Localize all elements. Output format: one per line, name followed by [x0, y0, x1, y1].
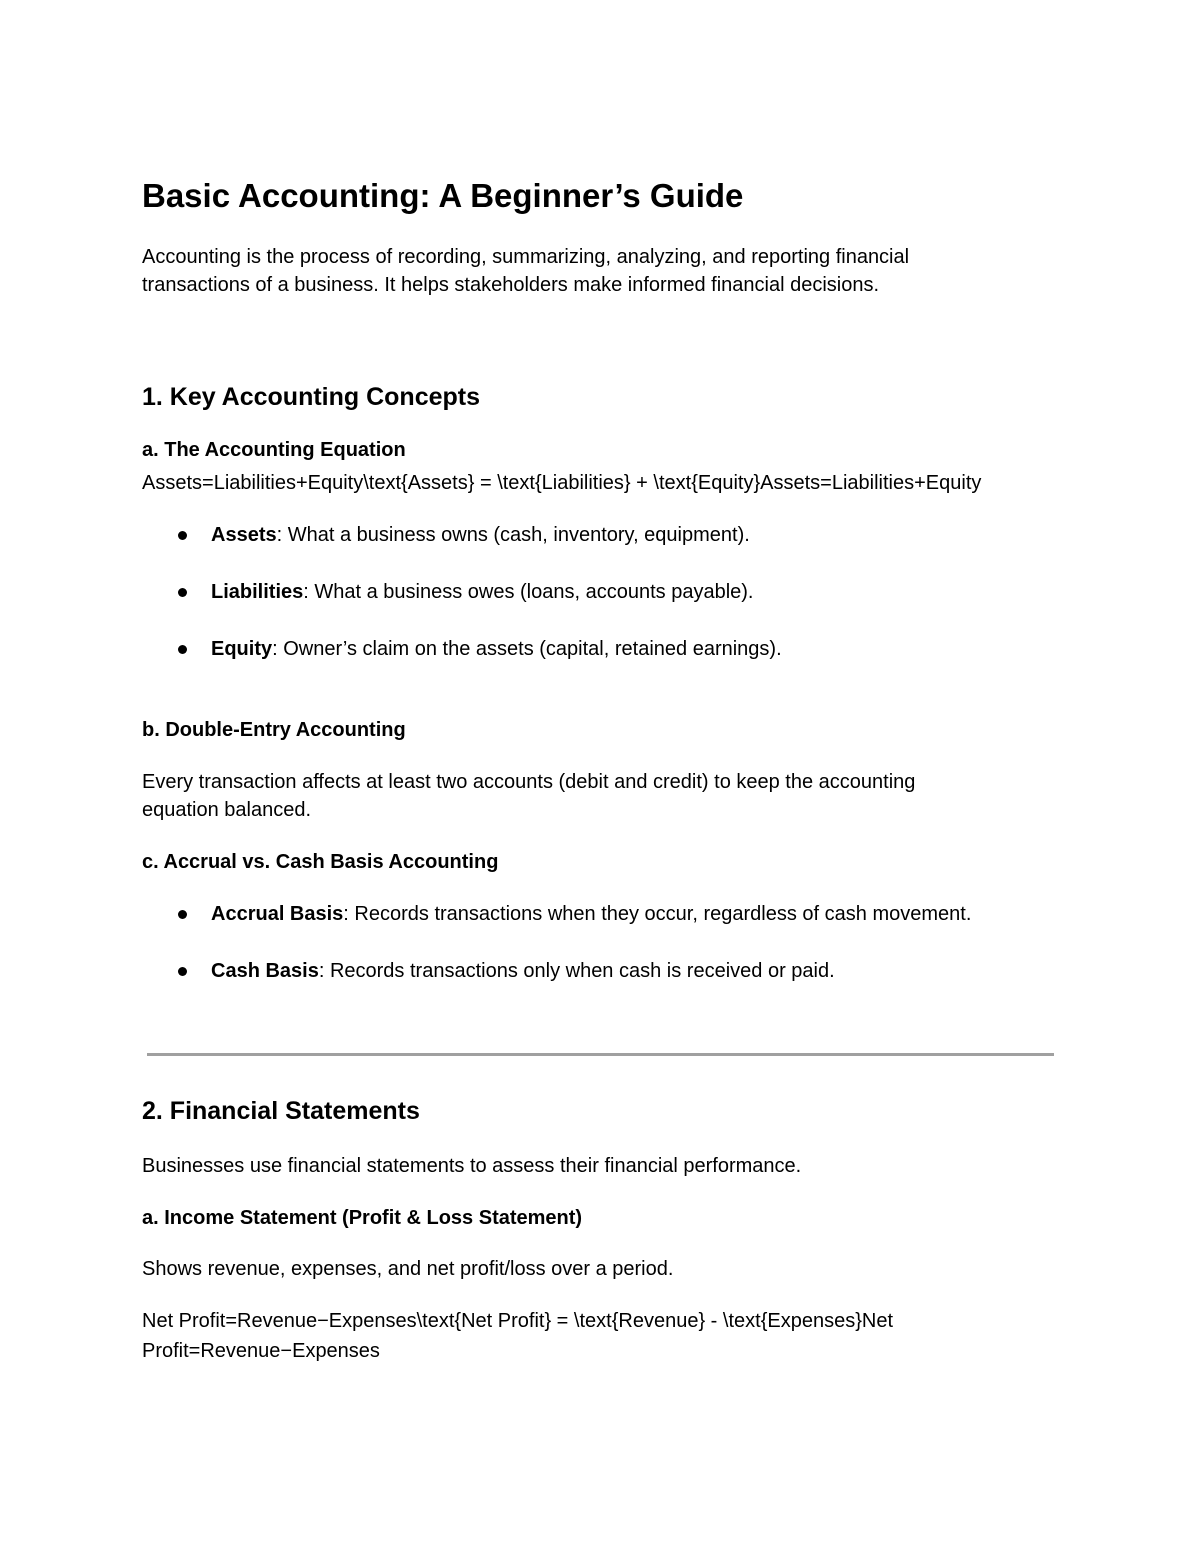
intro-line-1: Accounting is the process of recording, summarizing, analyzing, and reporting financial [142, 246, 910, 268]
net-profit-formula-line-1: Net Profit=Revenue−Expenses\text{Net Profit} = \text{Revenue} - \text{Expenses}Net [142, 1310, 894, 1332]
list-item-desc: : What a business owns (cash, inventory, equipment). [276, 524, 750, 546]
page-title: Basic Accounting: A Beginner’s Guide [142, 177, 744, 214]
bullet-icon [178, 531, 187, 540]
section-2-intro: Businesses use financial statements to assess their financial performance. [142, 1155, 802, 1177]
net-profit-formula-line-2: Profit=Revenue−Expenses [142, 1340, 380, 1362]
list-item-term: Cash Basis [211, 960, 319, 982]
list-item-term: Assets [211, 524, 277, 546]
list-item-term: Accrual Basis [211, 903, 344, 925]
subsection-1b-heading: b. Double-Entry Accounting [142, 719, 406, 741]
section-2-heading: 2. Financial Statements [142, 1097, 420, 1125]
bullet-icon [178, 967, 187, 976]
list-item-term: Liabilities [211, 581, 304, 603]
list-item-desc: : What a business owes (loans, accounts payable). [303, 581, 754, 603]
list-item-text [211, 958, 835, 984]
income-statement-desc: Shows revenue, expenses, and net profit/loss over a period. [142, 1258, 674, 1280]
subsection-2a-heading: a. Income Statement (Profit & Loss Statement) [142, 1207, 583, 1229]
accounting-equation: Assets=Liabilities+Equity\text{Assets} = \text{Liabilities} + \text{Equity}Assets=Liabilities+Equity [142, 472, 982, 494]
list-item-desc: : Records transactions when they occur, regardless of cash movement. [343, 903, 972, 925]
double-entry-line-1: Every transaction affects at least two accounts (debit and credit) to keep the accounting [142, 771, 916, 793]
list-item-text [211, 579, 753, 605]
intro-line-2: transactions of a business. It helps stakeholders make informed financial decisions. [142, 274, 880, 296]
bullet-icon [178, 910, 187, 919]
double-entry-line-2: equation balanced. [142, 799, 312, 821]
list-item-term: Equity [211, 638, 273, 660]
section-1-heading: 1. Key Accounting Concepts [142, 383, 481, 411]
list-item-desc: : Owner’s claim on the assets (capital, retained earnings). [272, 638, 782, 660]
list-item-desc: : Records transactions only when cash is received or paid. [318, 960, 835, 982]
section-divider [147, 1053, 1054, 1056]
list-item-text [211, 636, 782, 662]
subsection-1a-heading: a. The Accounting Equation [142, 439, 406, 461]
list-item-text [211, 522, 750, 548]
bullet-icon [178, 588, 187, 597]
subsection-1c-heading: c. Accrual vs. Cash Basis Accounting [142, 851, 499, 873]
bullet-icon [178, 645, 187, 654]
list-item-text [211, 901, 971, 927]
